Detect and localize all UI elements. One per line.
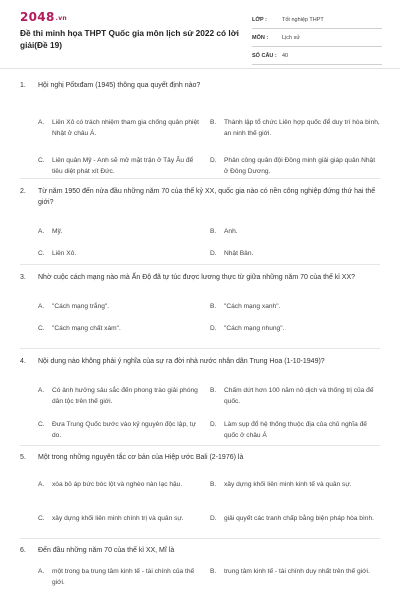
question-text: Một trong những nguyên tắc cơ bản của Hiệp ước Bali (2-1976) là	[38, 454, 244, 461]
options	[20, 216, 380, 266]
option-c[interactable]: C. xây dựng khối liên minh chính trị và quân sự.	[38, 515, 184, 522]
option-b[interactable]: B. trung tâm kinh tế - tài chính duy nhất trên thế giới.	[210, 568, 370, 575]
options	[20, 564, 380, 600]
meta-row-socau	[252, 47, 382, 65]
meta-label: MÔN :	[252, 34, 269, 41]
option-b[interactable]: B. "Cách mạng xanh".	[210, 303, 281, 310]
options	[20, 99, 380, 185]
question-text: Đến đầu những năm 70 của thế kỉ XX, Mĩ là	[38, 547, 175, 554]
question-number: 2.	[20, 188, 26, 195]
question-number: 6.	[20, 547, 26, 554]
option-a[interactable]: A. một trong ba trung tâm kinh tế - tài chính của thế giới.	[38, 568, 195, 586]
question-divider	[20, 348, 380, 349]
option-d[interactable]: D. Nhật Bản.	[210, 250, 254, 257]
option-b[interactable]: B. Anh.	[210, 228, 238, 235]
question-divider	[20, 445, 380, 446]
meta-row-lop	[252, 11, 382, 29]
question-4	[20, 356, 380, 451]
option-a[interactable]: A. Có ảnh hưởng sâu sắc đến phong trào giải phóng dân tộc trên thế giới.	[38, 387, 198, 405]
meta-row-mon	[252, 29, 382, 47]
option-a[interactable]: A. Mỹ.	[38, 228, 63, 235]
question-6	[20, 545, 380, 600]
question-text: Từ năm 1950 đến nửa đầu những năm 70 của thế kỷ XX, quốc gia nào có nền công nghiệp đứng thứ hai thế giới?	[38, 188, 376, 206]
question-number: 4.	[20, 358, 26, 365]
meta-value: Tốt nghiệp THPT	[282, 16, 324, 23]
option-c[interactable]: C. Đưa Trung Quốc bước vào kỷ nguyên độc lập, tự do.	[38, 421, 197, 439]
options	[20, 471, 380, 543]
question-divider	[20, 538, 380, 539]
option-c[interactable]: C. Liên quân Mỹ - Anh sẽ mở mặt trận ở Tây Âu để tiêu diệt phát xít Đức.	[38, 157, 194, 175]
option-d[interactable]: D. "Cách mạng nhung".	[210, 325, 285, 332]
option-c[interactable]: C. "Cách mạng chất xám".	[38, 325, 121, 332]
question-number: 5.	[20, 454, 26, 461]
option-b[interactable]: B. Chấm dứt hơn 100 năm nô dịch và thống trị của đế quốc.	[210, 387, 374, 405]
option-b[interactable]: B. xây dựng khối liên minh kinh tế và quân sự.	[210, 481, 352, 488]
question-divider	[20, 178, 380, 179]
site-logo[interactable]: 2048.vn	[20, 10, 67, 24]
meta-value: 40	[282, 52, 289, 59]
options	[20, 375, 380, 451]
question-1	[20, 80, 380, 185]
question-5	[20, 452, 380, 543]
question-number: 1.	[20, 82, 26, 89]
question-text: Hội nghị Pốtxđam (1945) thông qua quyết định nào?	[38, 82, 201, 89]
question-text: Nội dung nào không phải ý nghĩa của sự ra đời nhà nước nhân dân Trung Hoa (1-10-1949)?	[38, 358, 325, 365]
exam-meta	[252, 11, 382, 65]
option-b[interactable]: B. Thành lập tổ chức Liên hợp quốc để duy trì hòa bình, an ninh thế giới.	[210, 119, 380, 137]
option-d[interactable]: D. giải quyết các tranh chấp bằng biện pháp hòa bình.	[210, 515, 374, 522]
option-c[interactable]: C. Liên Xô.	[38, 250, 77, 257]
question-2	[20, 186, 380, 266]
question-divider	[20, 264, 380, 265]
option-a[interactable]: A. Liên Xô có trách nhiệm tham gia chống quân phiệt Nhật ở châu Á.	[38, 119, 199, 137]
meta-label: SỐ CÂU :	[252, 52, 277, 59]
question-3	[20, 272, 380, 341]
header	[0, 0, 400, 66]
page-title: Đề thi minh họa THPT Quốc gia môn lịch sử 2022 có lời giải(Đề 19)	[20, 28, 239, 50]
option-d[interactable]: D. Phân công quân đội Đồng minh giải giáp quân Nhật ở Đông Dương.	[210, 157, 376, 175]
option-a[interactable]: A. xóa bỏ áp bức bóc lột và nghèo nàn lạc hậu.	[38, 481, 183, 488]
question-text: Nhờ cuộc cách mạng nào mà Ấn Độ đã tự túc được lương thực từ giữa những năm 70 của thế kỉ XX?	[38, 274, 356, 281]
option-a[interactable]: A. "Cách mạng trắng".	[38, 303, 110, 310]
header-divider	[0, 68, 400, 69]
option-d[interactable]: D. Làm sụp đổ hệ thống thuộc địa của chủ nghĩa đế quốc ở châu Á	[210, 421, 367, 439]
meta-value: Lịch sử	[282, 34, 301, 41]
meta-label: LỚP :	[252, 16, 267, 23]
question-number: 3.	[20, 274, 26, 281]
options	[20, 291, 380, 341]
